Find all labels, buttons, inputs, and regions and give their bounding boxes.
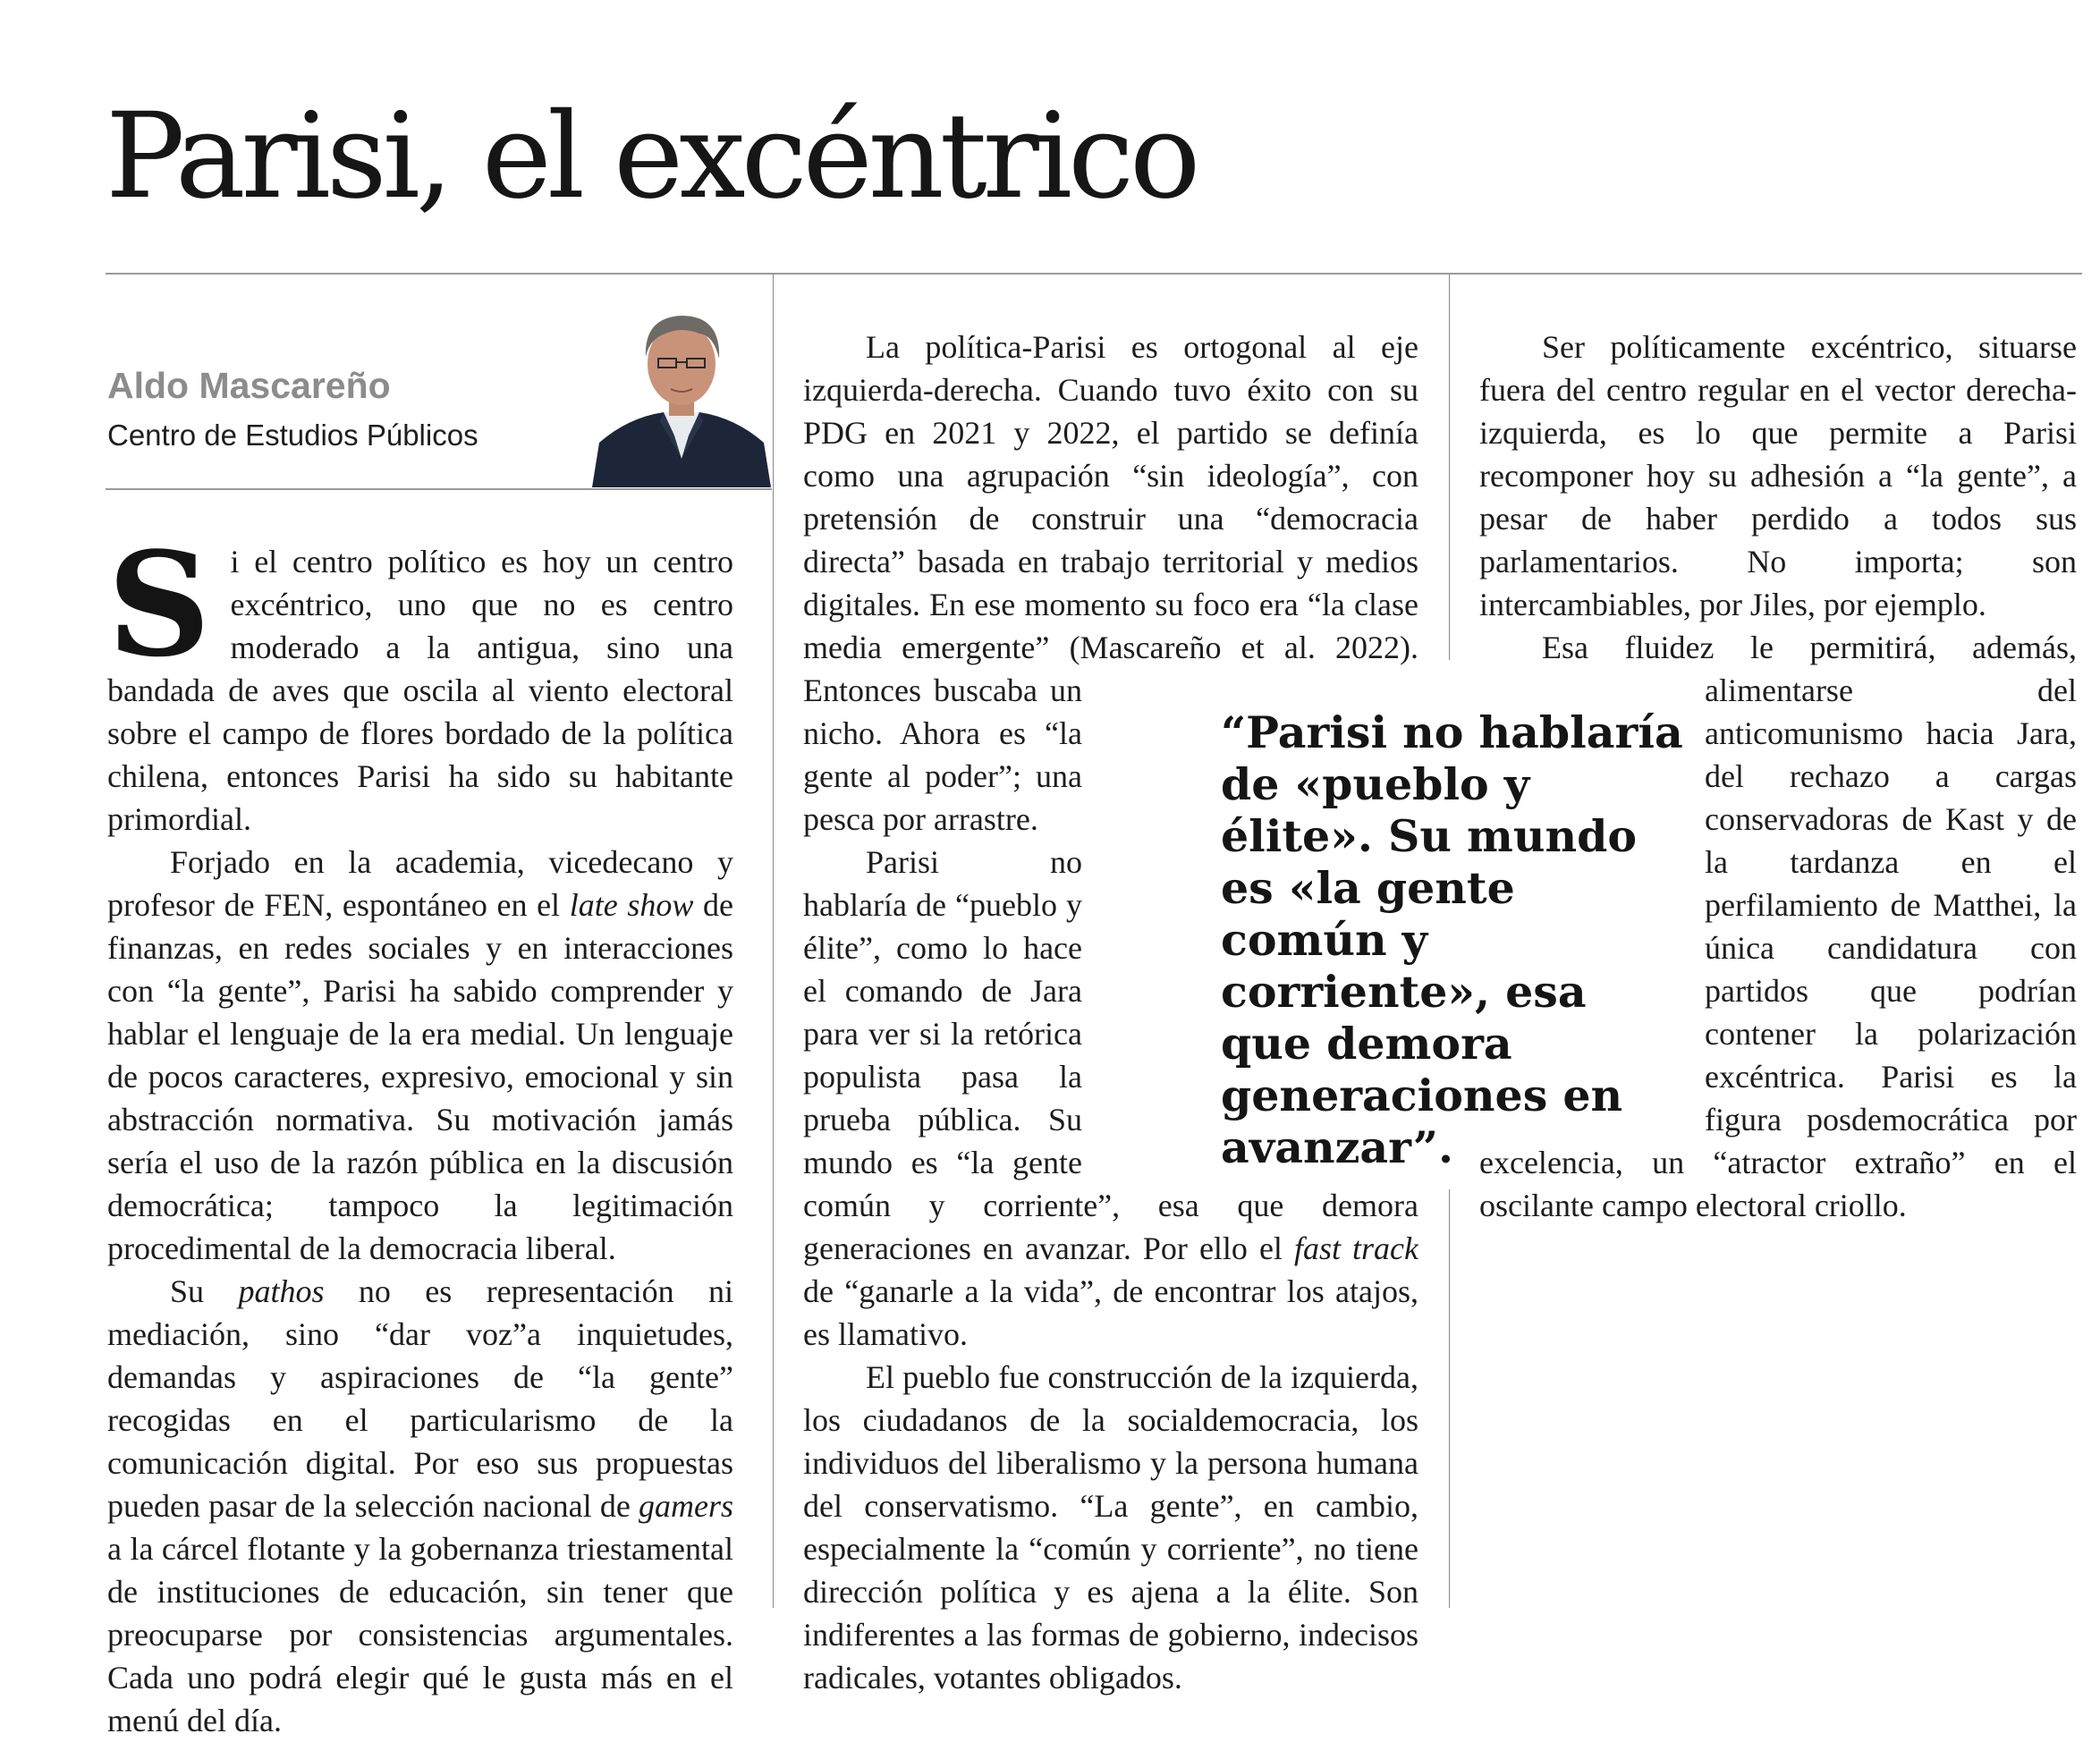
article-column-3	[1479, 326, 2077, 1227]
paragraph-1-text: i el centro político es hoy un centro excéntrico, uno que no es centro moderado a la antigua, sino una bandada de aves que oscila al viento electoral sobre el campo de flores bordado de la política chilena, entonces Parisi ha sido su habitante primordial.	[107, 544, 733, 837]
paragraph-3-text-a: Su	[170, 1273, 239, 1309]
headline: Parisi, el excéntrico	[106, 88, 1197, 225]
paragraph-3-italic-b: gamers	[639, 1488, 733, 1524]
paragraph-3-text-c: a la cárcel flotante y la gobernanza triestamental de instituciones de educación, sin tener que preocuparse por consistencias argumentales. Cada uno podrá elegir qué le gusta más en el menú del día.	[107, 1531, 733, 1738]
paragraph-5-italic: fast track	[1293, 1230, 1418, 1266]
article-column-2	[803, 326, 1418, 1699]
paragraph-2-italic: late show	[569, 887, 694, 923]
paragraph-2	[107, 841, 733, 1270]
byline-divider	[106, 488, 772, 490]
paragraph-1	[107, 520, 733, 841]
headline-divider	[106, 273, 2082, 275]
paragraph-5-text-b: de “ganarle a la vida”, de encontrar los atajos, es llamativo.	[803, 1273, 1418, 1352]
drop-cap: S	[107, 520, 211, 689]
paragraph-3-text-b: no es representación ni mediación, sino “dar voz”a inquietudes, demandas y aspiraciones de “la gente” recogidas en el particularismo de la comunicación digital. Por eso sus propuestas pueden pasar de la selección nacional de	[107, 1273, 733, 1524]
paragraph-3-italic-a: pathos	[238, 1273, 325, 1309]
paragraph-8: Esa fluidez le permitirá, además, alimentarse del anticomunismo hacia Jara, del rechazo a cargas conservadoras de Kast y de la tardanza en el perfilamiento de Matthei, la única candidatura con partidos que podrían contener la polarización excéntrica. Parisi es la figura posdemocrática por excelencia, un “atractor extraño” en el oscilante campo electoral criollo.	[1479, 630, 2077, 1223]
author-organization: Centro de Estudios Públicos	[107, 419, 478, 452]
paragraph-6: El pueblo fue construcción de la izquierda, los ciudadanos de la socialdemocracia, los individuos del liberalismo y la persona humana del conservatismo. “La gente”, en cambio, especialmente la “común y corriente”, no tiene dirección política y es ajena a la élite. Son indiferentes a las formas de gobierno, indecisos radicales, votantes obligados.	[803, 1359, 1418, 1695]
column-divider-3	[1449, 1189, 1450, 1608]
paragraph-2-text-b: de finanzas, en redes sociales y en interacciones con “la gente”, Parisi ha sabido comprender y hablar el lenguaje de la era medial. Un lenguaje de pocos caracteres, expresivo, emocional y sin abstracción normativa. Su motivación jamás sería el uso de la razón pública en la discusión democrática; tampoco la legitimación procedimental de la democracia liberal.	[107, 887, 733, 1266]
column-divider-2	[1449, 274, 1450, 660]
paragraph-7: Ser políticamente excéntrico, situarse fuera del centro regular en el vector derecha-izquierda, es lo que permite a Parisi recomponer hoy su adhesión a “la gente”, a pesar de haber perdido a todos sus parlamentarios. No importa; son intercambiables, por Jiles, por ejemplo.	[1479, 329, 2077, 622]
article-column-1	[107, 520, 733, 1742]
paragraph-2-text-a: Forjado en la academia, vicedecano y profesor de FEN, espontáneo en el	[107, 844, 733, 923]
pull-quote: “Parisi no hablaría de «pueblo y élite». Su mundo es «la gente común y corriente», esa que demora generaciones en avanzar”.	[1221, 706, 1683, 1173]
author-photo	[592, 300, 771, 487]
column-divider-1	[773, 274, 774, 1608]
paragraph-3	[107, 1270, 733, 1742]
paragraph-4: La política-Parisi es ortogonal al eje izquierda-derecha. Cuando tuvo éxito con su PDG en 2021 y 2022, el partido se definía como una agrupación “sin ideología”, con pretensión de construir una “democracia directa” basada en trabajo territorial y medios digitales. En ese momento su foco era “la clase media emergente” (Mascareño et al. 2022). Entonces buscaba un nicho. Ahora es “la gente al poder”; una pesca por arrastre.	[803, 329, 1418, 837]
paragraph-5-text-a: Parisi no hablaría de “pueblo y élite”, como lo hace el comando de Jara para ver si la retórica populista pasa la prueba pública. Su mundo es “la gente común y corriente”, esa que demora generaciones en avanzar. Por ello el	[803, 844, 1418, 1266]
author-name: Aldo Mascareño	[107, 365, 391, 406]
